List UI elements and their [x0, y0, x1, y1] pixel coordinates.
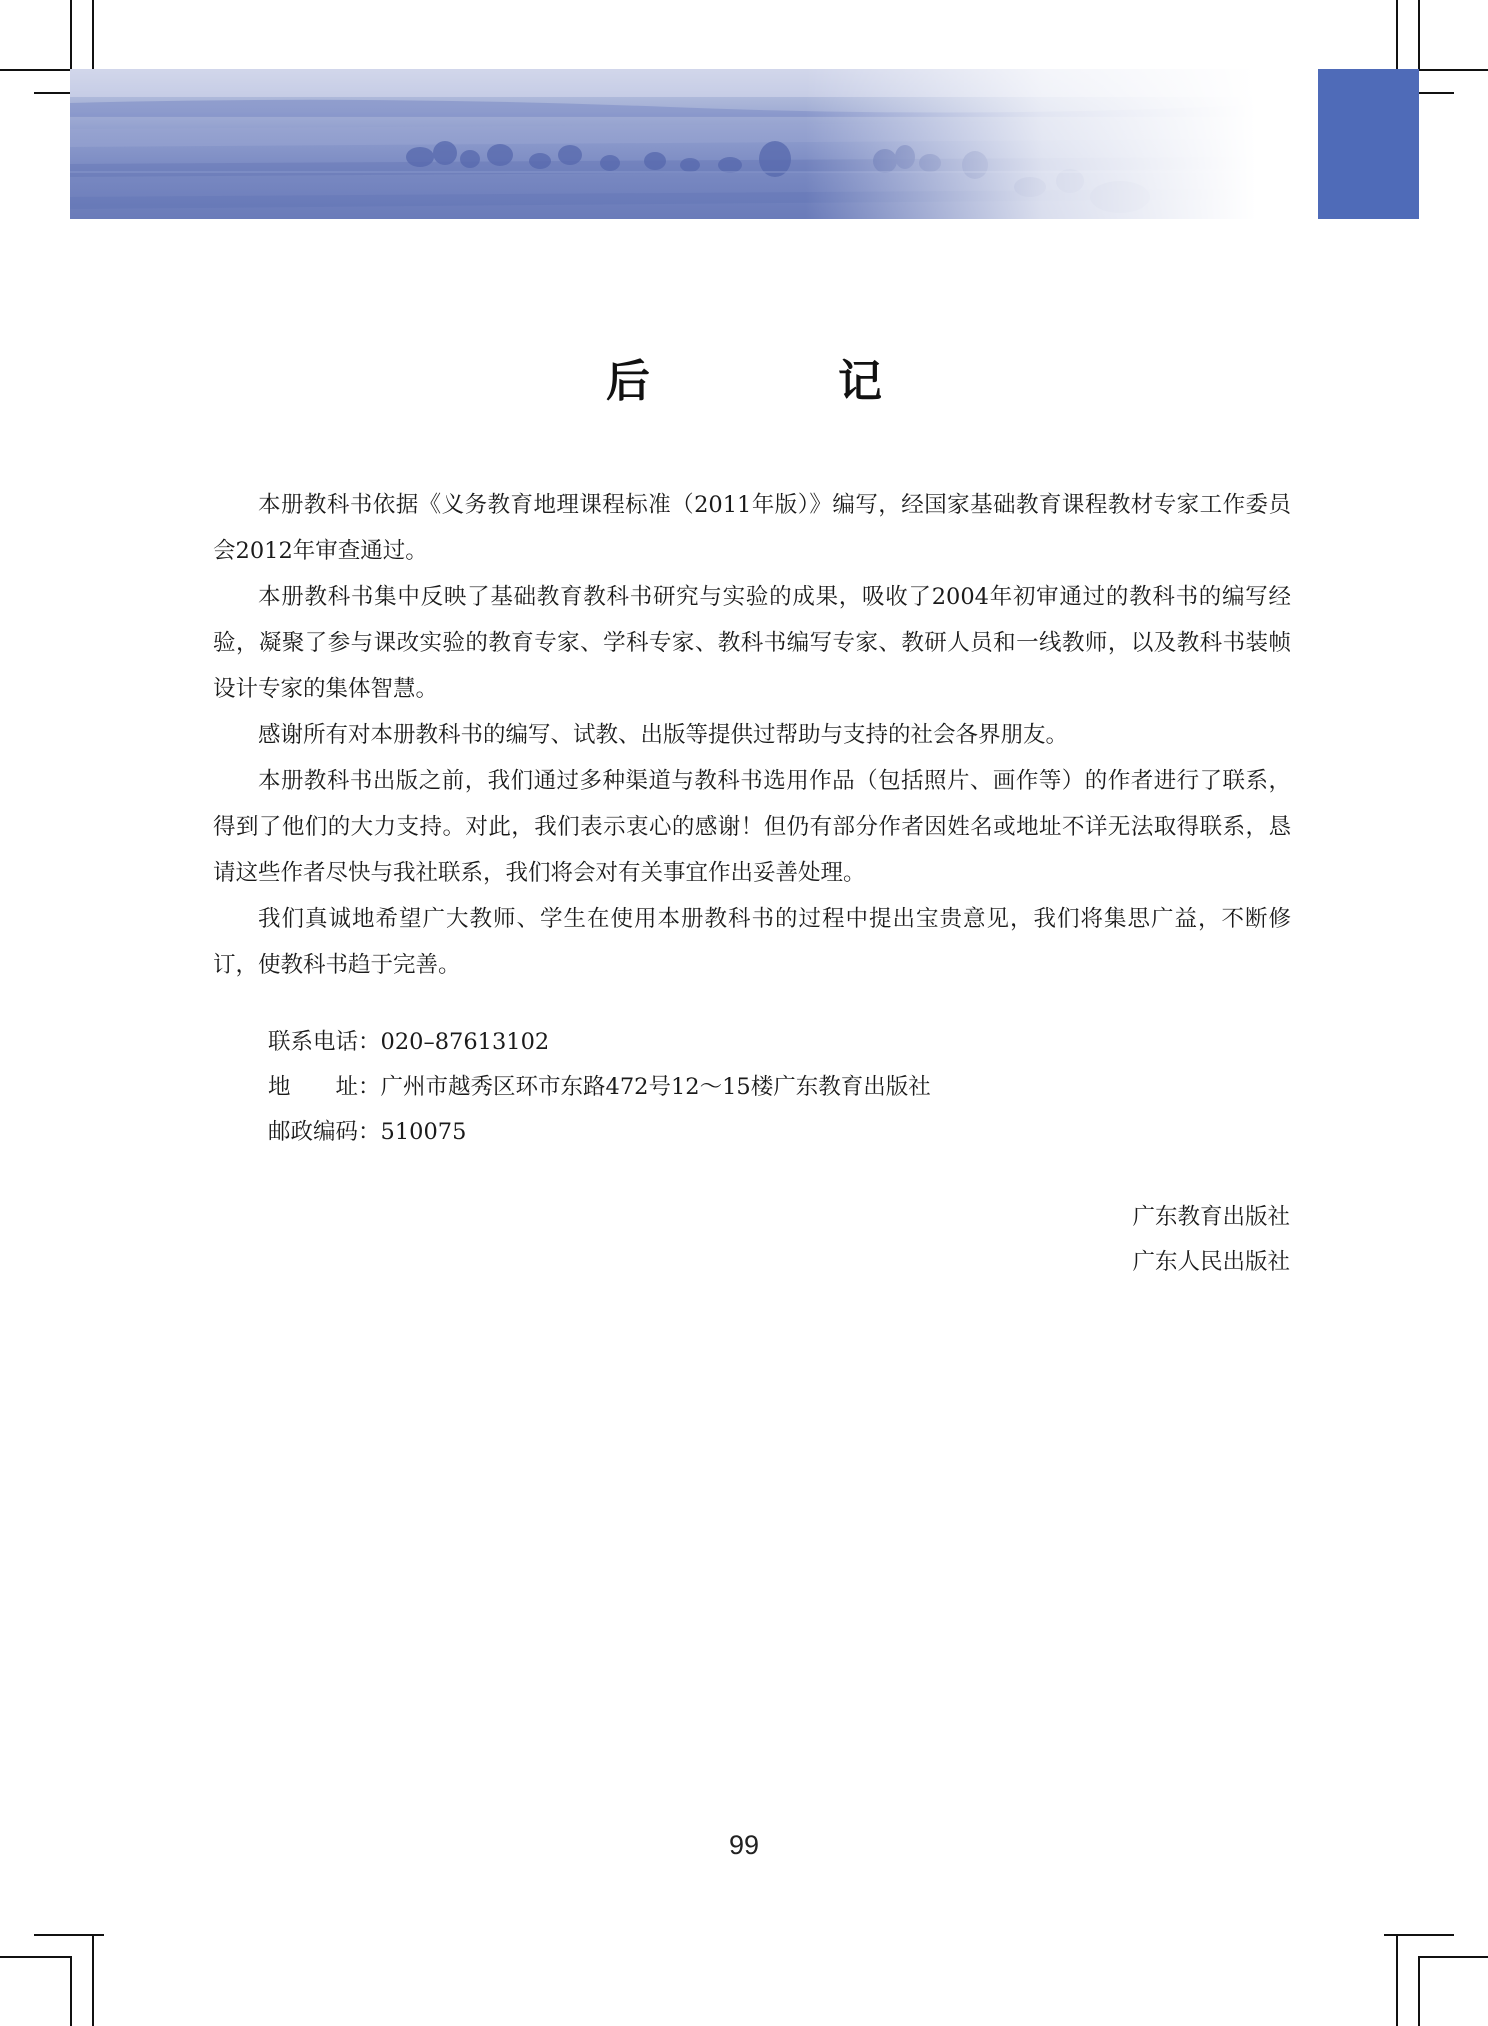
paragraph: 本册教科书集中反映了基础教育教科书研究与实验的成果，吸收了2004年初审通过的教科书的编写经验，凝聚了参与课改实验的教育专家、学科专家、教科书编写专家、教研人员和一线教师，以及教科书装帧设计专家的集体智慧。 — [213, 584, 1291, 702]
phone-value: 020–87613102 — [380, 1029, 550, 1055]
publisher-name: 广东人民出版社 — [1132, 1249, 1290, 1275]
postcode-label: 邮政编码： — [268, 1119, 381, 1145]
header-banner — [70, 69, 1256, 219]
paragraph: 本册教科书出版之前，我们通过多种渠道与教科书选用作品（包括照片、画作等）的作者进行了联系，得到了他们的大力支持。对此，我们表示衷心的感谢！但仍有部分作者因姓名或地址不详无法取得联系，恳请这些作者尽快与我社联系，我们将会对有关事宜作出妥善处理。 — [213, 768, 1291, 886]
crop-mark — [1418, 1956, 1420, 2026]
crop-mark — [1384, 1934, 1454, 1936]
paragraph: 感谢所有对本册教科书的编写、试教、出版等提供过帮助与支持的社会各界朋友。 — [258, 722, 1069, 748]
contact-postcode-row — [268, 1110, 931, 1155]
afterword-body — [213, 482, 1291, 988]
crop-mark — [0, 1956, 70, 1958]
crop-mark — [0, 69, 70, 71]
publisher-name: 广东教育出版社 — [1132, 1204, 1290, 1230]
chapter-tab-block — [1318, 69, 1419, 219]
crop-mark — [1418, 0, 1420, 70]
crop-mark — [1418, 1956, 1488, 1958]
postcode-value: 510075 — [380, 1119, 467, 1145]
paragraph: 我们真诚地希望广大教师、学生在使用本册教科书的过程中提出宝贵意见，我们将集思广益，不断修订，使教科书趋于完善。 — [213, 906, 1291, 978]
contact-info — [268, 1020, 931, 1155]
page-number: 99 — [728, 1830, 760, 1860]
crop-mark — [70, 0, 72, 70]
publisher-signature — [1132, 1195, 1290, 1285]
phone-label: 联系电话： — [268, 1029, 381, 1055]
crop-mark — [1396, 1934, 1398, 2026]
contact-address-row — [268, 1065, 931, 1110]
crop-mark — [92, 1934, 94, 2026]
crop-mark — [70, 1956, 72, 2026]
paragraph: 本册教科书依据《义务教育地理课程标准（2011年版）》编写，经国家基础教育课程教材专家工作委员会2012年审查通过。 — [213, 492, 1291, 564]
contact-phone-row — [268, 1020, 931, 1065]
crop-mark — [1418, 69, 1488, 71]
address-value: 广州市越秀区环市东路472号12～15楼广东教育出版社 — [380, 1074, 931, 1100]
page-title: 后 记 — [606, 356, 954, 407]
crop-mark — [34, 1934, 104, 1936]
address-label: 地 址： — [268, 1074, 381, 1100]
